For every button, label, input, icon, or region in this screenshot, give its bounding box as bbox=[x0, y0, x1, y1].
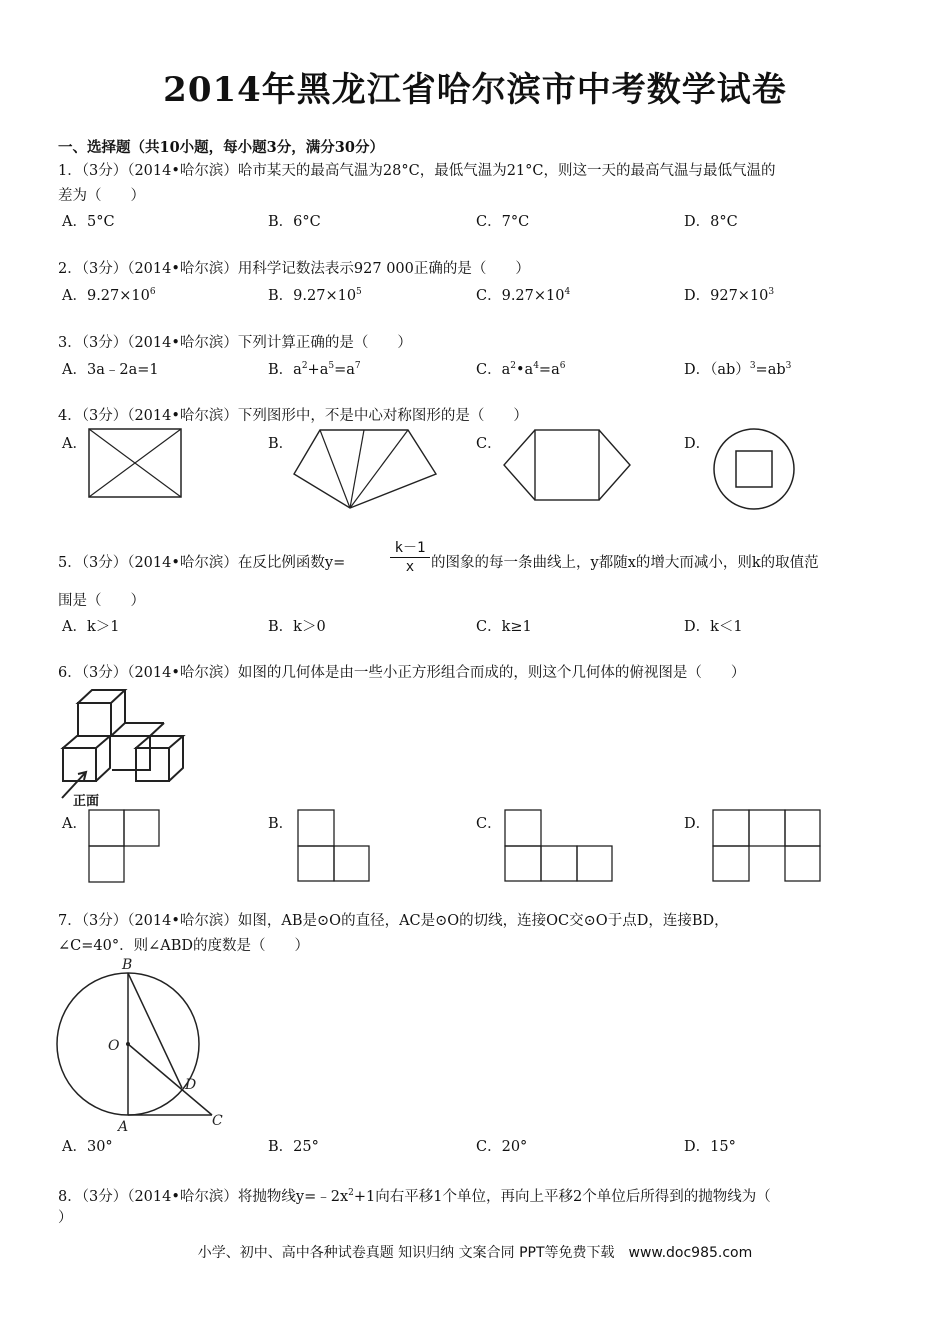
q6-option-c-figure bbox=[503, 808, 615, 884]
q7-stem: 7．（3分）（2014•哈尔滨）如图，AB是⊙O的直径，AC是⊙O的切线，连接OC交⊙O于点D，连接BD， bbox=[58, 913, 729, 929]
q3-c-part3: =a bbox=[538, 362, 560, 378]
q2-stem: 2．（3分）（2014•哈尔滨）用科学记数法表示927 000正确的是（ ） bbox=[58, 261, 530, 277]
q6-option-c-label: C． bbox=[476, 816, 502, 832]
q2-option-b bbox=[268, 284, 362, 305]
q2-c-base: C．9.27×10 bbox=[476, 288, 565, 304]
q8-stem-part2: +1向右平移1个单位，再向上平移2个单位后所得到的抛物线为（ bbox=[353, 1189, 771, 1205]
q4-option-a-label: A． bbox=[62, 436, 87, 452]
q3-c-exp3: 6 bbox=[559, 361, 566, 371]
q6-option-d-figure bbox=[711, 808, 823, 884]
q2-option-a bbox=[62, 284, 156, 305]
q4-figure-b bbox=[290, 426, 440, 512]
q2-c-exp: 4 bbox=[564, 287, 571, 297]
q6-front-label: 正面 bbox=[73, 794, 100, 809]
q3-b-exp3: 7 bbox=[354, 361, 361, 371]
q2-option-c bbox=[476, 284, 570, 305]
q7-option-a: A．30° bbox=[62, 1139, 113, 1155]
q6-stem: 6．（3分）（2014•哈尔滨）如图的几何体是由一些小正方形组合而成的，则这个几何体的俯视图是（ ） bbox=[58, 665, 746, 681]
q7-option-d: D．15° bbox=[684, 1139, 736, 1155]
q6-option-b-figure bbox=[296, 808, 372, 884]
q1-option-d: D．8°C bbox=[684, 214, 738, 230]
q3-b-part1: B．a bbox=[268, 362, 302, 378]
q3-d-exp1: 3 bbox=[749, 361, 756, 371]
q4-option-d-label: D． bbox=[684, 436, 711, 452]
q1-option-b: B．6°C bbox=[268, 214, 321, 230]
q7-option-b: B．25° bbox=[268, 1139, 319, 1155]
q8-stem-part1: 8．（3分）（2014•哈尔滨）将抛物线y=﹣2x bbox=[58, 1189, 349, 1205]
q3-c-part2: •a bbox=[515, 362, 534, 378]
q4-option-c-label: C． bbox=[476, 436, 502, 452]
q2-b-base: B．9.27×10 bbox=[268, 288, 357, 304]
q8-stem-cont: ） bbox=[58, 1210, 73, 1226]
q4-option-b-label: B． bbox=[268, 436, 294, 452]
q2-b-exp: 5 bbox=[356, 287, 362, 297]
q1-stem: 1．（3分）（2014•哈尔滨）哈市某天的最高气温为28°C，最低气温为21°C，则这一天的最高气温与最低气温的 bbox=[58, 163, 776, 179]
page-title: 2014年黑龙江省哈尔滨市中考数学试卷 bbox=[163, 70, 787, 110]
q5-fraction-numerator: k－1 bbox=[394, 540, 426, 556]
q3-option-c bbox=[476, 358, 565, 379]
q4-figure-d bbox=[708, 426, 800, 512]
q3-c-exp1: 2 bbox=[510, 361, 516, 371]
q7-option-c: C．20° bbox=[476, 1139, 528, 1155]
q8-stem bbox=[58, 1183, 771, 1207]
q6-option-b-label: B． bbox=[268, 816, 294, 832]
page-footer: 小学、初中、高中各种试卷真题 知识归纳 文案合同 PPT等免费下载 www.doc985.com bbox=[197, 1245, 753, 1261]
q2-a-base: A．9.27×10 bbox=[62, 288, 150, 304]
q5-option-d: D．k＜1 bbox=[684, 619, 743, 635]
q7-label-b: B bbox=[122, 957, 133, 973]
q5-stem-pre: 5．（3分）（2014•哈尔滨）在反比例函数y= bbox=[58, 555, 346, 571]
q3-b-exp1: 2 bbox=[301, 361, 308, 371]
q4-figure-a bbox=[86, 426, 186, 501]
q3-c-part1: C．a bbox=[476, 362, 511, 378]
q5-stem-post: 的图象的每一条曲线上，y都随x的增大而减小，则k的取值范 bbox=[431, 555, 819, 571]
q3-b-exp2: 5 bbox=[328, 361, 335, 371]
q3-d-part2: =ab bbox=[755, 362, 786, 378]
q3-b-part3: =a bbox=[334, 362, 355, 378]
q2-d-base: D．927×10 bbox=[684, 288, 769, 304]
q7-circle-figure bbox=[50, 955, 240, 1135]
q1-option-c: C．7°C bbox=[476, 214, 530, 230]
q7-label-c: C bbox=[212, 1113, 223, 1129]
q5-stem-cont: 围是（ ） bbox=[58, 593, 145, 609]
q5-fraction bbox=[390, 540, 430, 575]
q5-fraction-denominator: x bbox=[405, 559, 415, 575]
section-heading: 一、选择题（共10小题，每小题3分，满分30分） bbox=[58, 139, 384, 156]
q3-stem: 3．（3分）（2014•哈尔滨）下列计算正确的是（ ） bbox=[58, 335, 412, 351]
q2-option-d bbox=[684, 284, 774, 305]
q8-stem-exp: 2 bbox=[348, 1188, 354, 1198]
q7-label-o: O bbox=[108, 1038, 120, 1054]
q4-stem: 4．（3分）（2014•哈尔滨）下列图形中，不是中心对称图形的是（ ） bbox=[58, 408, 528, 424]
q6-solid-figure bbox=[50, 688, 210, 806]
q6-option-a-label: A． bbox=[62, 816, 87, 832]
q3-c-exp2: 4 bbox=[533, 361, 539, 371]
q3-option-a: A．3a﹣2a=1 bbox=[62, 362, 159, 378]
q3-option-b bbox=[268, 358, 361, 379]
q7-stem-cont: ∠C=40°．则∠ABD的度数是（ ） bbox=[58, 938, 309, 954]
q1-option-a: A．5°C bbox=[62, 214, 115, 230]
q3-option-d bbox=[684, 358, 791, 379]
q6-option-d-label: D． bbox=[684, 816, 711, 832]
q5-option-c: C．k≥1 bbox=[476, 619, 532, 635]
q6-option-a-figure bbox=[88, 808, 162, 884]
q1-stem-cont: 差为（ ） bbox=[58, 188, 145, 204]
q7-label-a: A bbox=[118, 1119, 129, 1135]
q5-option-a: A．k＞1 bbox=[62, 619, 120, 635]
q4-figure-c bbox=[500, 426, 636, 504]
q3-b-part2: +a bbox=[307, 362, 329, 378]
q5-option-b: B．k＞0 bbox=[268, 619, 326, 635]
q2-d-exp: 3 bbox=[768, 287, 775, 297]
q3-d-part1: D．（ab） bbox=[684, 362, 750, 378]
q7-label-d: D bbox=[185, 1077, 197, 1093]
q3-d-exp2: 3 bbox=[785, 361, 792, 371]
q2-a-exp: 6 bbox=[149, 287, 156, 297]
